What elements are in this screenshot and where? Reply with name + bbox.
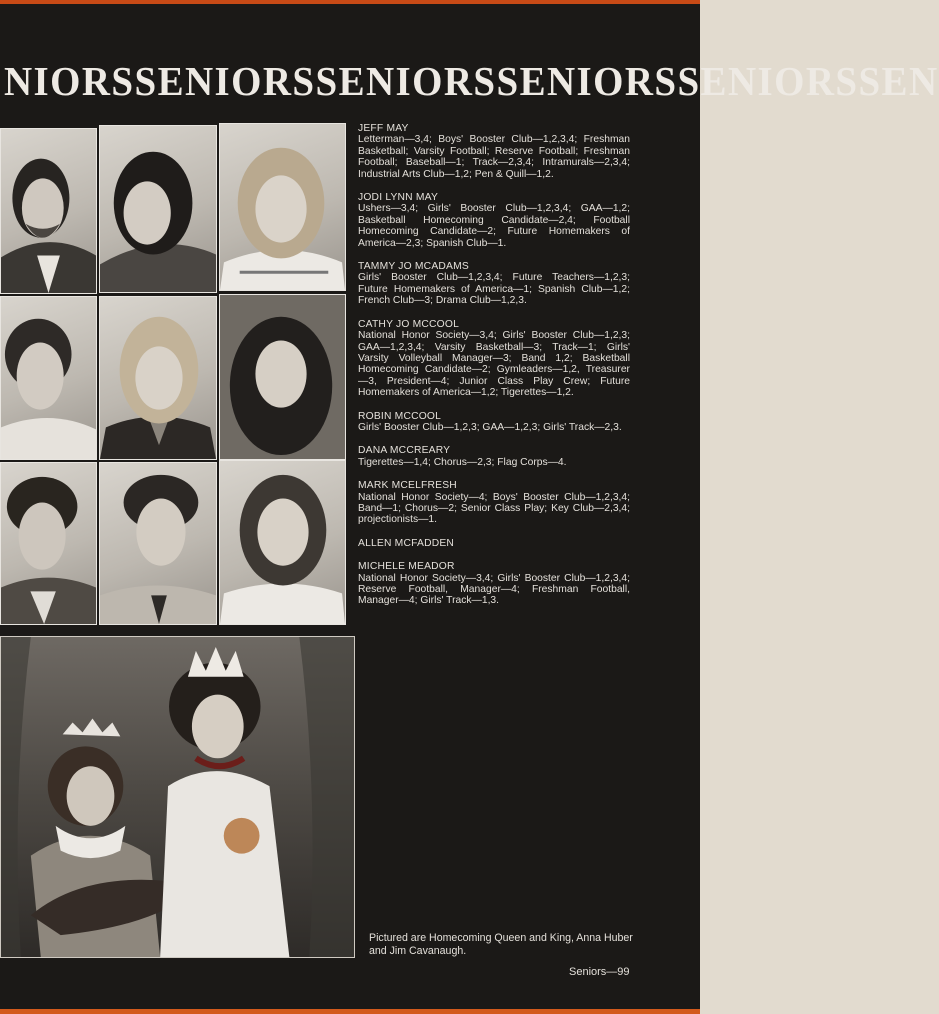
- bio-entry: [358, 261, 630, 307]
- senior-portrait-mark-mcelfresh: [0, 462, 97, 625]
- homecoming-photo: [0, 636, 355, 958]
- bio-name: CATHY JO MCCOOL: [358, 318, 460, 330]
- bio-activities: Ushers—3,4; Girls' Booster Club—1,2,3,4; GAA—1,2; Basketball Homecoming Candidate—2,4; Football Homecoming Candidate—2; Future Homemakers of America—2,3; Spanish Club—1.: [358, 203, 630, 249]
- bio-entry: [358, 319, 630, 399]
- senior-portrait-robin-mccool: [99, 296, 217, 460]
- bio-name: MICHELE MEADOR: [358, 561, 455, 573]
- senior-portrait-dana-mccreary: [219, 294, 346, 460]
- page-folio: Seniors—99: [569, 966, 630, 978]
- bio-name: DANA MCCREARY: [358, 445, 451, 457]
- senior-portrait-tammy-jo-mcadams: [219, 123, 346, 291]
- bio-activities: Tigerettes—1,4; Chorus—2,3; Flag Corps—4.: [358, 456, 567, 468]
- bio-name: ALLEN MCFADDEN: [358, 537, 455, 549]
- bio-activities: Girls' Booster Club—1,2,3; GAA—1,2,3; Girls' Track—2,3.: [358, 421, 622, 433]
- bio-entry: [358, 480, 630, 526]
- bio-name: JODI LYNN MAY: [358, 192, 439, 204]
- bio-entry: [358, 538, 630, 549]
- bio-name: ROBIN MCCOOL: [358, 410, 442, 422]
- bio-entry: [358, 445, 630, 468]
- senior-portrait-jodi-lynn-may: [99, 125, 217, 293]
- senior-portrait-jeff-may: [0, 128, 97, 294]
- photo-caption: Pictured are Homecoming Queen and King, Anna Huber and Jim Cavanaugh.: [369, 932, 633, 957]
- bio-entry: [358, 411, 630, 434]
- bio-entry: [358, 561, 630, 607]
- bio-entry: [358, 192, 630, 249]
- bio-entry: [358, 123, 630, 180]
- senior-portrait-allen-mcfadden: [99, 462, 217, 625]
- bio-name: JEFF MAY: [358, 123, 409, 134]
- senior-portrait-michele-meador: [219, 460, 346, 625]
- bio-name: TAMMY JO MCADAMS: [358, 261, 469, 273]
- bio-activities: National Honor Society—3,4; Girls' Booster Club—1,2,3; GAA—1,2,3,4; Varsity Basketball—3; Track—1; Girls' Varsity Volleyball Manager—3; Band 1,2; Basketball Homecoming Candidate—2; Gymleaders—1,2, Treasurer—3, President—4; Junior Class Play Crew; Future Homemakers of America—1,2; Tigerettes—1,2.: [358, 330, 630, 399]
- senior-biographies: [358, 123, 630, 619]
- bio-activities: Girls' Booster Club—1,2,3,4; Future Teachers—1,2,3; Future Homemakers of America—1; Spanish Club—1,2; French Club—3; Drama Club—1,2,3.: [358, 272, 630, 307]
- bio-name: MARK MCELFRESH: [358, 480, 457, 492]
- seniors-banner: NIORSSENIORSSENIORSSENIORSSENIORSSEN: [4, 58, 939, 104]
- bio-activities: National Honor Society—4; Boys' Booster Club—1,2,3,4; Band—1; Chorus—2; Senior Class Play; Key Club—2,3,4; projectionists—1.: [358, 491, 630, 526]
- bio-activities: Letterman—3,4; Boys' Booster Club—1,2,3,4; Freshman Basketball; Varsity Football; Reserve Football; Freshman Football; Baseball—1; Track—2,3,4; Intramurals—2,3,4; Industrial Arts Club—1,2; Pen & Quill—1,2.: [358, 134, 630, 180]
- bio-activities: National Honor Society—3,4; Girls' Booster Club—1,2,3,4; Reserve Football, Manager—4; Freshman Football, Manager—4; Girls' Track—1,3.: [358, 572, 630, 607]
- senior-portrait-cathy-jo-mccool: [0, 296, 97, 460]
